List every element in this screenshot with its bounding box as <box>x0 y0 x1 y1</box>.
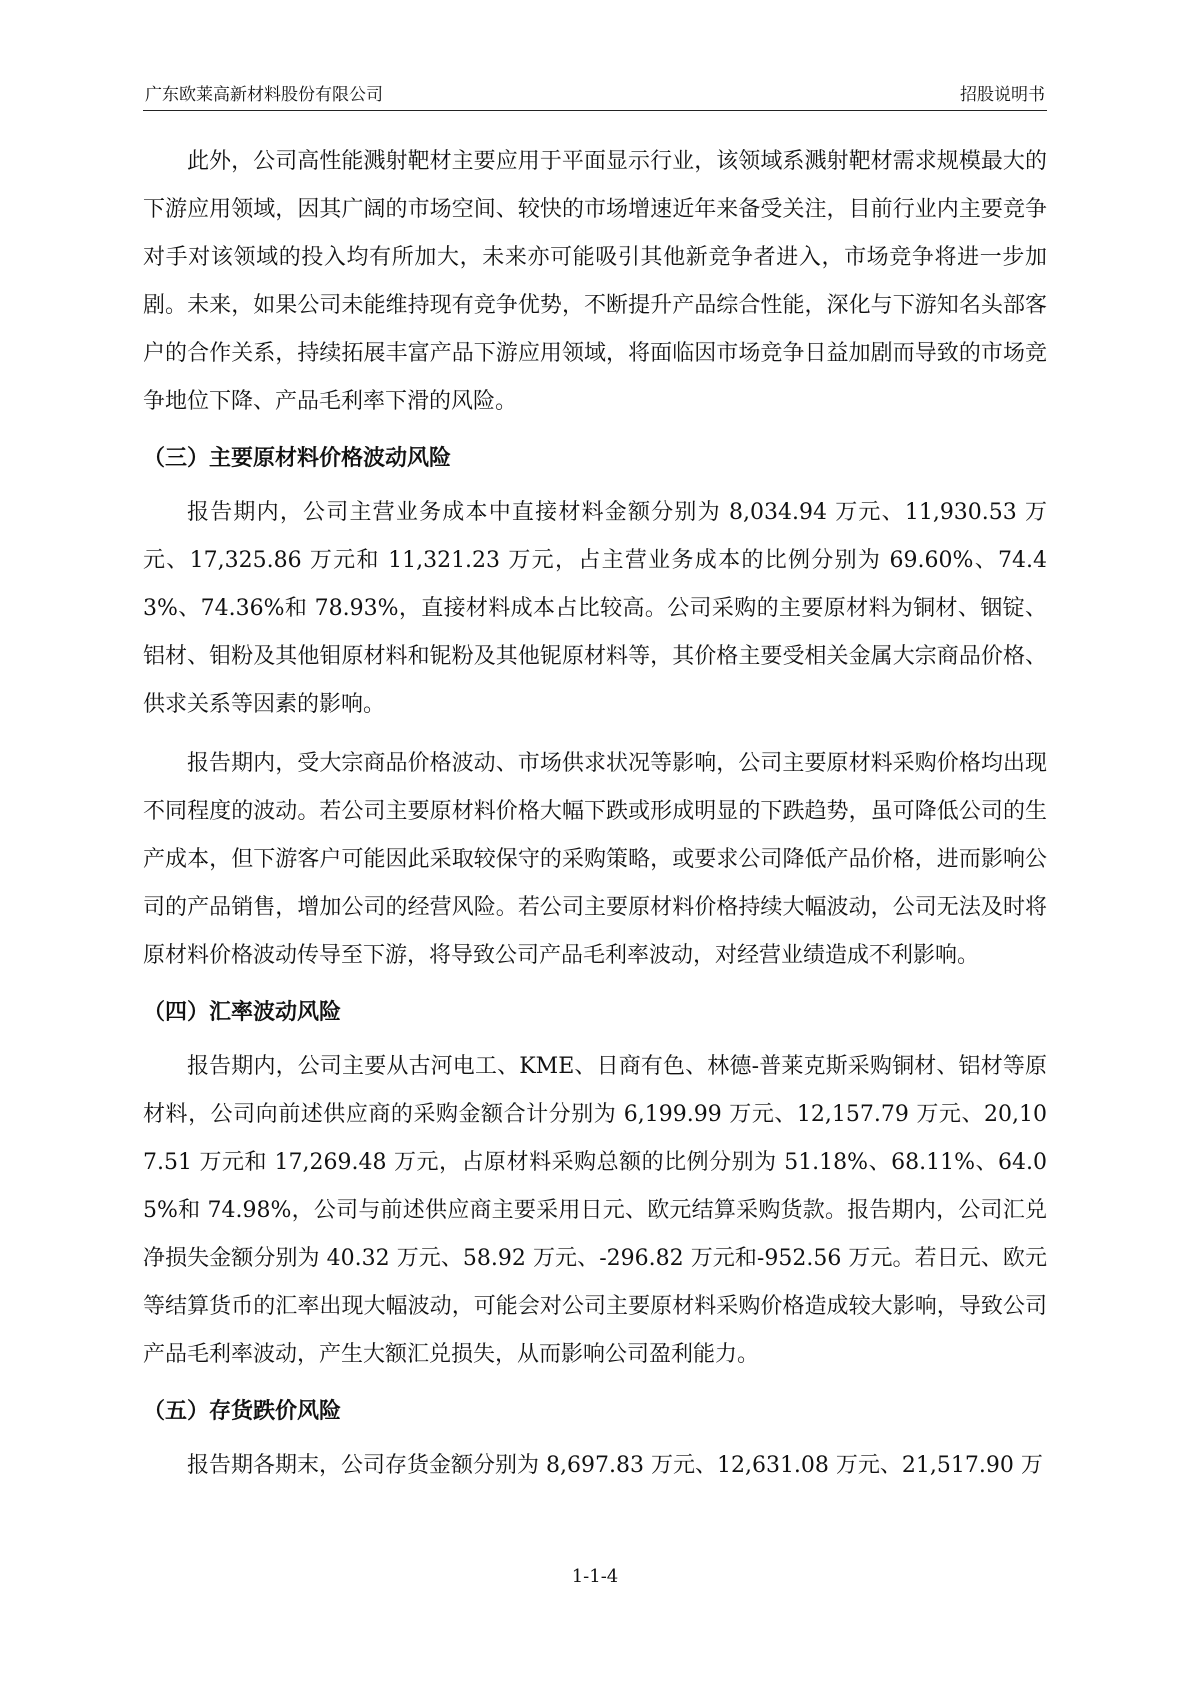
header-company-name: 广东欧莱高新材料股份有限公司 <box>145 85 383 105</box>
section-heading-raw-material-risk: （三）主要原材料价格波动风险 <box>143 446 452 471</box>
paragraph-exchange-rate: 报告期内，公司主要从古河电工、KME、日商有色、林德-普莱克斯采购铜材、铝材等原材料，公司向前述供应商的采购金额合计分别为 6,199.99 万元、12,157.79 万元、20,107.51 万元和 17,269.48 万元，占原材料采购总额的比例分别为 51.18%、68.11%、64.05%和 74.98%，公司与前述供应商主要采用日元、欧元结算采购货款。报告期内，公司汇兑净损失金额分别为 40.32 万元、58.92 万元、-296.82 万元和-952.56 万元。若日元、欧元等结算货币的汇率出现大幅波动，可能会对公司主要原材料采购价格造成较大影响，导致公司产品毛利率波动，产生大额汇兑损失，从而影响公司盈利能力。 <box>143 1054 1047 1367</box>
page-body <box>143 138 1047 1501</box>
page-number: 1-1-4 <box>571 1566 619 1587</box>
paragraph-direct-material-cost: 报告期内，公司主营业务成本中直接材料金额分别为 8,034.94 万元、11,930.53 万元、17,325.86 万元和 11,321.23 万元，占主营业务成本的比例分别为 69.60%、74.43%、74.36%和 78.93%，直接材料成本占比较高。公司采购的主要原材料为铜材、铟锭、铝材、钼粉及其他钼原材料和铌粉及其他铌原材料等，其价格主要受相关金属大宗商品价格、供求关系等因素的影响。 <box>143 500 1047 717</box>
paragraph-inventory: 报告期各期末，公司存货金额分别为 8,697.83 万元、12,631.08 万元、21,517.90 万 <box>187 1453 1043 1478</box>
section-heading-inventory-risk: （五）存货跌价风险 <box>143 1399 342 1424</box>
page-header <box>143 80 1047 111</box>
paragraph-market-competition: 此外，公司高性能溅射靶材主要应用于平面显示行业，该领域系溅射靶材需求规模最大的下游应用领域，因其广阔的市场空间、较快的市场增速近年来备受关注，目前行业内主要竞争对手对该领域的投入均有所加大，未来亦可能吸引其他新竞争者进入，市场竞争将进一步加剧。未来，如果公司未能维持现有竞争优势，不断提升产品综合性能，深化与下游知名头部客户的合作关系，持续拓展丰富产品下游应用领域，将面临因市场竞争日益加剧而导致的市场竞争地位下降、产品毛利率下滑的风险。 <box>143 149 1047 414</box>
header-document-type: 招股说明书 <box>960 85 1045 105</box>
paragraph-price-fluctuation: 报告期内，受大宗商品价格波动、市场供求状况等影响，公司主要原材料采购价格均出现不同程度的波动。若公司主要原材料价格大幅下跌或形成明显的下跌趋势，虽可降低公司的生产成本，但下游客户可能因此采取较保守的采购策略，或要求公司降低产品价格，进而影响公司的产品销售，增加公司的经营风险。若公司主要原材料价格持续大幅波动，公司无法及时将原材料价格波动传导至下游，将导致公司产品毛利率波动，对经营业绩造成不利影响。 <box>143 751 1047 968</box>
section-heading-exchange-rate-risk: （四）汇率波动风险 <box>143 1000 342 1025</box>
